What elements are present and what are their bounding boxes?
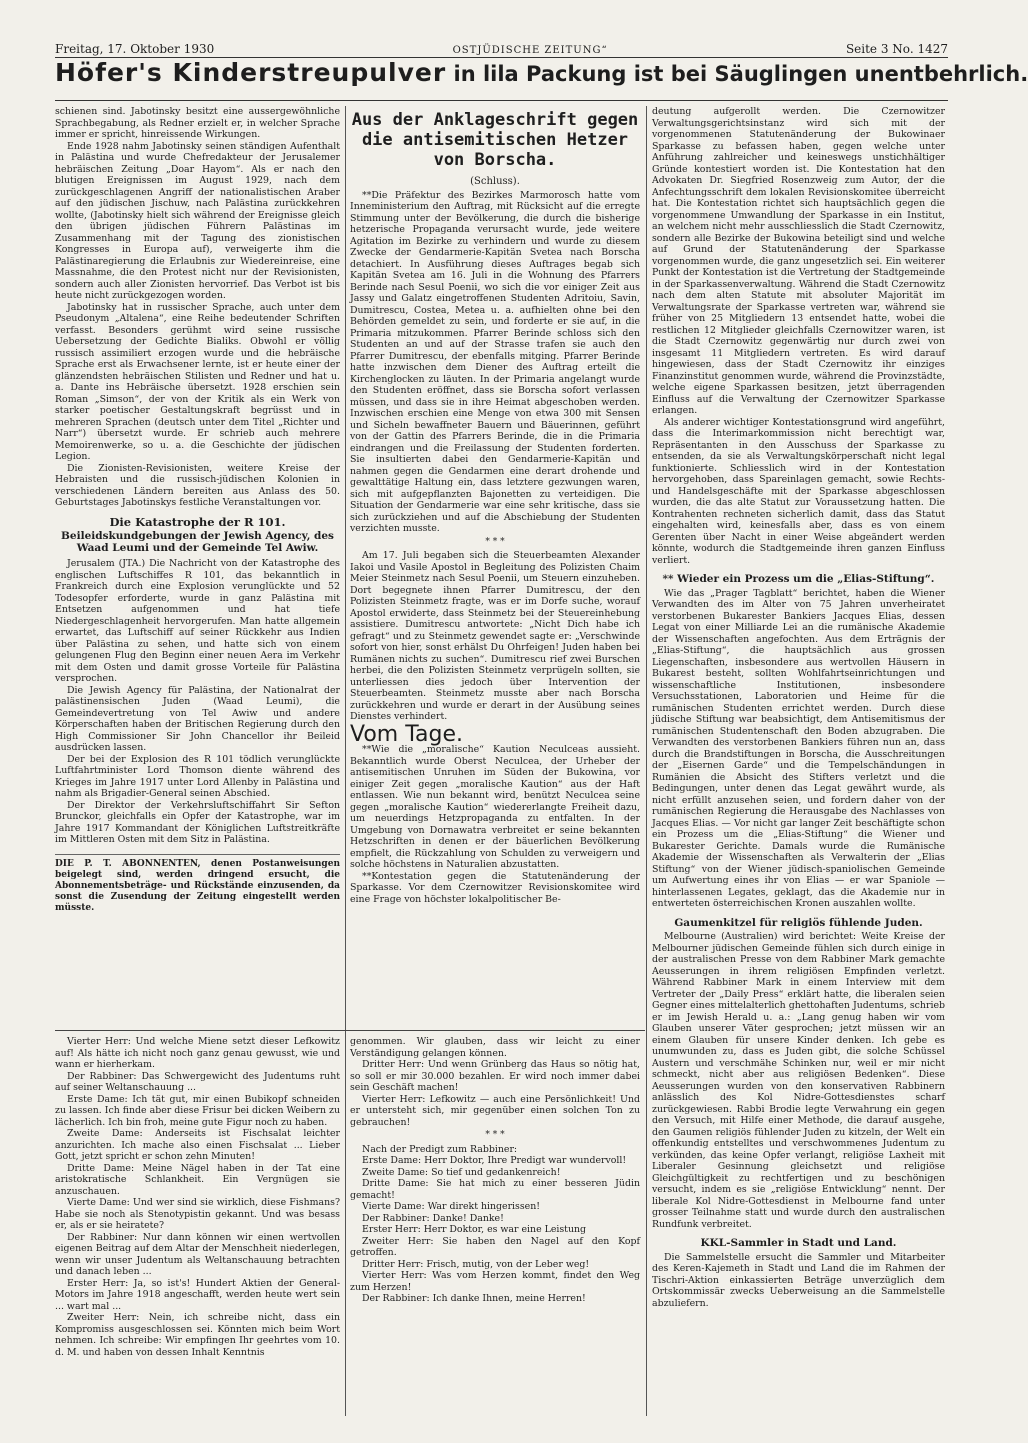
paragraph: schienen sind. Jabotinsky besitzt eine aussergewöhnliche Sprachbegabung, als Redner erzielt er, in welcher Sprache immer er spricht, hinreissende Wirkungen. — [55, 106, 340, 140]
newspaper-name: OSTJÜDISCHE ZEITUNG“ — [452, 45, 608, 56]
section-subtitle: Beileidskundgebungen der Jewish Agency, des Waad Leumi und der Gemeinde Tel Awiw. — [61, 530, 334, 554]
dialogue-line: Dritter Herr: Und wenn Grünberg das Haus so nötig hat, so soll er mir 30.000 bezahlen. Er wird noch immer dabei sein Geschäft machen! — [350, 1059, 640, 1093]
paragraph: Wie das „Prager Tagblatt“ berichtet, haben die Wiener Verwandten des im Alter von 75 Jahren unverheiratet verstorbenen Bukarester Bankiers Jacques Elias, dessen Legat von einer Milliarde Lei an die rumänische Akademie der Wissenschaften angefochten. Aus dem Erträgnis der „Elias-Stiftung“, die hauptsächlich aus grossen Liegenschaften, insbesondere aus wertvollen Häusern in Bukarest besteht, sollten Wohlfahrtseinrichtungen und wissenschaftliche Institutionen, insbesondere Versuchsstationen, Laboratorien und Heime für die rumänischen Studenten errichtet werden. Durch diese jüdische Stiftung war beabsichtigt, dem Antisemitismus der rumänischen Studentenschaft den Boden abzugraben. Die Verwandten des verstorbenen Bankiers führen nun an, dass durch die Brandstiftungen in Borscha, die Ausschreitungen der „Eisernen Garde“ und die Tempelschändungen in Rumänien die Absicht des Stifters verletzt und die Bedingungen, unter denen das Legat gewährt wurde, als nicht erfüllt anzusehen seien, und fordern daher von der rumänischen Regierung die Herausgabe des Nachlasses von Jacques Elias. — Vor nicht gar langer Zeit beschäftigte schon ein Prozess um die „Elias-Stiftung“ die Wiener und Bukarester Gerichte. Damals wurde die Rumänische Akademie der Wissenschaften als Verwalterin der „Elias Stiftung“ von der Wiener jüdisch-spaniolischen Gemeinde um Aufwertung eines ihr von Elias — er war Spaniole — hinterlassenen Legates, geklagt, das die Akademie nur in entwerteten österreichischen Kronen auszahlen wollte. — [652, 587, 945, 909]
dialogue-line: Der Rabbiner: Das Schwergewicht des Judentums ruht auf seiner Weltanschauung ... — [55, 1070, 340, 1093]
separator-stars: * * * — [485, 1130, 505, 1140]
paragraph: Am 17. Juli begaben sich die Steuerbeamten Alexander Iakoi und Vasile Apostol in Begleitung des Polizisten Chaim Meier Steinmetz nach Sesul Poenii, um Steuern einzuheben. Dort begegnete ihnen Pfarrer Dumitrescu, der den Polizisten Steinmetz fragte, was er im Dorfe suche, worauf Apostol erwiderte, dass Steinmetz bei der Steuereinhebung assistiere. Dumitrescu antwortete: „Nicht Dich habe ich gefragt“ und zu Steinmetz gewendet sagte er: „Verschwinde sofort von hier, sonst erhälst Du Ohrfeigen! Juden haben bei Rumänen nichts zu suchen“. Dumitrescu rief zwei Burschen herbei, die den Polizisten Steinmetz verprügeln sollten, sie unterliessen dies jedoch über Intervention der Steuerbeamten. Steinmetz musste aber nach Borscha zurückkehren und wurde er derart in der Ausübung seines Dienstes verhindert. — [350, 550, 640, 722]
advert-text: in lila Packung ist bei Säuglingen unentbehrlich. — [446, 62, 1028, 86]
article-column-1 — [55, 106, 340, 926]
paragraph: Jabotinsky hat in russischer Sprache, auch unter dem Pseudonym „Altalena“, eine Reihe bedeutender Schriften verfasst. Besonders gerühmt wird seine russische Uebersetzung der Gedichte Bialiks. Obwohl er völlig russisch assimiliert erzogen wurde und die hebräische Sprache erst als Erwachsener lernte, ist er heute einer der glänzendsten hebräischen Stilisten und Redner und hat u. a. Dante ins Hebräische übersetzt. 1928 erschien sein Roman „Simson“, der von der Kritik als ein Werk von starker poetischer Gestaltungskraft begrüsst und in mehreren Sprachen (deutsch unter dem Titel „Richter und Narr“) übersetzt wurde. Er schrieb auch mehrere Memoirenwerke, so u. a. die Geschichte der jüdischen Legion. — [55, 301, 340, 462]
dialogue-line: Erste Dame: Ich tät gut, mir einen Bubikopf schneiden zu lassen. Ich finde aber diese Frisur bei dicken Weibern zu lächerlich. Ich bin froh, meine gute Figur noch zu haben. — [55, 1093, 340, 1128]
paragraph: Die Jewish Agency für Palästina, der Nationalrat der palästinensischen Juden (Waad Leumi), die Gemeindevertretung von Tel Awiw und andere Körperschaften haben der Britischen Regierung durch den High Commissioner Sir John Chancellor ihr Beileid ausdrücken lassen. — [55, 684, 340, 753]
article-column-2 — [350, 106, 640, 1006]
paragraph: Die Sammelstelle ersucht die Sammler und Mitarbeiter des Keren-Kajemeth in Stadt und Land die im Rahmen der Tischri-Aktion einkassierten Beträge unverzüglich dem Ortskommissär zwecks Ueberweisung an die Sammelstelle abzuliefern. — [652, 1251, 945, 1309]
dialogue-line: Vierter Herr: Lefkowitz — auch eine Persönlichkeit! Und er untersteht sich, mir gegenüber einen solchen Ton zu gebrauchen! — [350, 1093, 640, 1128]
dialogue-line: Vierter Herr: Was vom Herzen kommt, findet den Weg zum Herzen! — [350, 1270, 640, 1293]
dialogue-line: Vierte Dame: War direkt hingerissen! — [362, 1201, 541, 1212]
dialogue-line: Zweiter Herr: Nein, ich schreibe nicht, dass ein Kompromiss ausgeschlossen sei. Könnten mich beim Wort nehmen. Ich schreibe: Wir empfingen Ihr geehrtes vom 10. d. M. und haben von dessen Inhalt Kenntnis — [55, 1312, 340, 1358]
paragraph: Ende 1928 nahm Jabotinsky seinen ständigen Aufenthalt in Palästina und wurde Chefredakteur der Jerusalemer hebräischen Zeitung „Doar Hayom“. Als er nach den blutigen Ereignissen im August 1929, nach dem zurückgeschlagenen Angriff der nationalistischen Araber auf den jüdischen Jischuw, nach Palästina zurückkehren wollte, (Jabotinsky hielt sich während der Ereignisse gleich den übrigen jüdischen Führern Palästinas im Zusammenhang mit der Tagung des zionistischen Kongresses in Europa auf), verweigerte ihm die Palästinaregierung die Erlaubnis zur Wiedereinreise, eine Massnahme, die den Protest nicht nur der Revisionisten, sondern auch aller Zionisten hervorrief. Das Verbot ist bis heute nicht zurückgezogen worden. — [55, 140, 340, 301]
section-title: KKL-Sammler in Stadt und Land. — [700, 1237, 897, 1249]
dialogue-line: Vierter Herr: Und welche Miene setzt dieser Lefkowitz auf! Als hätte ich nicht noch ganz genau gewusst, wie und wann er hierherkam. — [55, 1036, 340, 1070]
dialogue-line: Vierte Dame: Und wer sind sie wirklich, diese Fishmans? Habe sie noch als Stenotypistin gekannt. Und was besass er, als er sie heiratete? — [55, 1197, 340, 1231]
dialogue-line: Der Rabbiner: Danke! Danke! — [362, 1212, 504, 1224]
paragraph: Die Zionisten-Revisionisten, weitere Kreise der Hebraisten und die russisch-jüdischen Kolonien in verschiedenen Ländern bereiten aus Anlass des 50. Geburtstages Jabotinskys festliche Veranstaltungen vor. — [55, 462, 340, 508]
dialogue-line: genommen. Wir glauben, dass wir leicht zu einer Verständigung gelangen können. — [350, 1036, 640, 1059]
page-header — [55, 38, 948, 56]
dialogue-column-1 — [55, 1036, 340, 1416]
paragraph: Der bei der Explosion des R 101 tödlich verunglückte Luftfahrtminister Lord Thomson diente während des Krieges im Jahre 1917 unter Lord Allenby in Palästina und nahm als Brigadier-General seinen Abschied. — [55, 753, 340, 799]
separator-stars: * * * — [485, 536, 505, 547]
paragraph: deutung aufgerollt werden. Die Czernowitzer Verwaltungsgerichtsinstanz wird sich mit der vorgenommenen Statutenänderung der Bukowinaer Sparkasse zu befassen haben, gegen welche unter Anführung zahlreicher und keineswegs unstichhältiger Gründe kontestiert worden ist. Die Kontestation hat den Advokaten Dr. Siegfried Rosenzweig zum Autor, der die Anfechtungsschrift dem lokalen Revisionskomitee überreicht hat. Die Kontestation richtet sich hauptsächlich gegen die vorgenommene Umwandlung der Sparkasse in ein Institut, an welchem nicht mehr ausschliesslich die Stadt Czernowitz, sondern alle Bezirke der Bukowina beteiligt sind und welche auf Grund der Statutenänderung der Sparkasse vorgenommen wurde, die ganz ungesetzlich sei. Ein weiterer Punkt der Kontestation ist die Vertretung der Stadtgemeinde in der Sparkassenverwaltung. Während die Stadt Czernowitz nach dem alten Statute mit absoluter Majorität im Verwaltungsrate der Sparkasse vertreten war, während sie früher von 25 Mitgliedern 13 entsendet hatte, wobei die restlichen 12 Mitglieder gleichfalls Czernowitzer waren, ist die Stadt Czernowitz gegenwärtig nur durch zwei von insgesamt 11 Mitgliedern vertreten. Es wird darauf hingewiesen, dass der Stadt Czernowitz ihr einziges Finanzinstitut genommen wurde, während die Provinzstädte, welche eigene Sparkassen besitzen, jetzt überragenden Einfluss auf die Verwaltung der Czernowitzer Sparkasse erlangen. — [652, 106, 945, 416]
paragraph: **Wie die „moralische“ Kaution Neculceas aussieht. Bekanntlich wurde Oberst Neculcea, der Urheber der antisemitischen Unruhen im Süden der Bukowina, vor einiger Zeit gegen „moralische Kaution“ aus der Haft entlassen. Wie nun bekannt wird, benützt Neculcea seine gegen „moralische Kaution“ wiedererlangte Freiheit dazu, um neuerdings Hetzpropaganda zu entfalten. In der Umgebung von Dornawatra verbreitet er seine bekannten Hetzschriften in denen er der bäuerlichen Bevölkerung empfielt, die Rückzahlung von Schulden zu verweigern und solche höchstens in Naturalien abzustatten. — [350, 744, 640, 870]
paragraph: Melbourne (Australien) wird berichtet: Weite Kreise der Melbourner jüdischen Gemeinde fühlen sich durch einige in der australischen Presse von dem Rabbiner Mark gemachte Aeusserungen in ihrem religiösen Empfinden verletzt. Während Rabbiner Mark in einem Interview mit dem Vertreter der „Daily Press“ erklärt hatte, die liberalen seien Gegner eines mittelalterlich ghettohaften Judentums, schrieb er im Jewish Herald u. a.: „Lang genug haben wir vom Glauben unserer Väter gesprochen; jetzt müssen wir an einem Glauben für unsere Kinder denken. Ich gebe es unumwunden zu, dass es Juden gibt, die solche Schüssel Austern und verschmähe Schinken nur, weil er mir nicht schmeckt, nicht aber aus religiösen Bedenken“. Diese Aeusserungen wurden von den konservativen Rabbinern anlässlich des Kol Nidre-Gottesdienstes scharf zurückgewiesen. Rabbi Brodie legte Verwahrung ein gegen den Versuch, mit Hilfe einer Methode, die darauf ausgehe, den Gaumen religiös fühlender Juden zu kitzeln, der Welt ein offenkundig entstelltes und verschwommenes Judentum zu verkünden, das keine Opfer verlangt, religiöse Laxheit mit Liberaler Gesinnung gleichsetzt und religiöse Gleichgültigkeit zu rechtfertigen und zu beschönigen versucht, indem es sie „religiöse Entwicklung“ nennt. Der liberale Kol Nidre-Gottesdienst in Melbourne fand unter grosser Teilnahme statt und wurde durch den australischen Rundfunk verbreitet. — [652, 931, 945, 1230]
section-divider — [55, 1030, 645, 1031]
subscriber-notice: DIE P. T. ABONNENTEN, denen Postanweisungen beigelegt sind, werden dringend ersucht, die Abonnementsbeträge- und Rückstände einzusenden, da sonst die Zusendung der Zeitung eingestellt werden müsste. — [55, 854, 340, 914]
issue-date: Freitag, 17. Oktober 1930 — [55, 42, 215, 56]
dialogue-line: Der Rabbiner: Ich danke Ihnen, meine Herren! — [362, 1293, 586, 1304]
dialogue-line: Erster Herr: Herr Doktor, es war eine Leistung — [362, 1224, 587, 1235]
page-number: Seite 3 No. 1427 — [845, 42, 948, 56]
paragraph: Als anderer wichtiger Kontestationsgrund wird angeführt, dass die Interimarkommission nicht berechtigt war, Repräsentanten in den Ausschuss der Sparkasse zu entsenden, da sie als Verwaltungskörperschaft nicht legal funktionierte. Schliesslich wird in der Kontestation hervorgehoben, dass Spareinlagen gemacht, sowie Rechts- und Handelsgeschäfte mit der Sparkasse abgeschlossen wurden, die das alte Statut zur Voraussetzung hatten. Die Kontrahenten rechneten sicherlich damit, dass das Statut eingehalten wird, keinesfalls aber, dass es von einem Gerenten über Nacht in einer Weise abgeändert werden könnte, wodurch die Stadtgemeinde ihren ganzen Einfluss verliert. — [652, 416, 945, 566]
section-title: ** Wieder ein Prozess um die „Elias-Stiftung“. — [662, 573, 935, 585]
dialogue-line: Erste Dame: Herr Doktor, Ihre Predigt war wundervoll! — [362, 1155, 627, 1166]
advert-brand: Höfer's Kinderstreupulver — [55, 58, 447, 87]
advert-rule — [55, 100, 948, 101]
article-title: Aus der Anklageschrift gegen die antisemitischen Hetzer von Borscha. — [351, 110, 639, 170]
paragraph: **Die Präfektur des Bezirkes Marmorosch hatte vom Inneministerium den Auftrag, mit Rücksicht auf die erregte Stimmung unter der Bevölkerung, die durch die bisherige hetzerische Propaganda verursacht wurde, jede weitere Agitation im Bezirke zu verhindern und wurde zu diesem Zwecke der Gendarmerie-Kapitän Svetea nach Borscha detachiert. In Ausführung dieses Auftrages begab sich Kapitän Svetea am 16. Juli in die Wohnung des Pfarrers Berinde nach Sesul Poenii, wo sich die vor einiger Zeit aus Jassy und Galatz eingetroffenen Studenten Adritoiu, Savin, Dumitrescu, Costea, Metea u. a. aufhielten ohne bei den Behörden gemeldet zu sein, und forderte er sie auf, in die Primaria mitzukommen. Pfarrer Berinde schloss sich den Studenten an und auf der Strasse trafen sie auch den Pfarrer Dumitrescu, der ebenfalls mitging. Pfarrer Berinde hatte inzwischen dem Diener des Auftrag erteilt die Kirchenglocken zu läuten. In der Primaria angelangt wurde den Studenten eröffnet, dass sie Borscha sofort verlassen müssen, und dass sie in ihre Heimat abgeschoben werden. Inzwischen erschien eine Menge von etwa 300 mit Sensen und Sicheln bewaffneter Bauern und Bäuerinnen, geführt von der Gattin des Pfarrers Berinde, die in die Primaria eindrangen und die Freilassung der Studenten forderten. Sie insultierten dabei den Gendarmerie-Kapitän und nahmen gegen die Gendarmen eine derart drohende und gewalttätige Haltung ein, dass letztere gezwungen waren, sich mit aufgepflanzten Bajonetten zu verteidigen. Die Situation der Gendarmerie war eine sehr kritische, dass sie sich zurückziehen und auf die Abschiebung der Studenten verzichten musste. — [350, 189, 640, 534]
column-divider — [646, 106, 647, 1416]
paragraph: Der Direktor der Verkehrsluftschiffahrt Sir Sefton Brunckor, gleichfalls ein Opfer der Katastrophe, war im Jahre 1917 Kommandant der Königlichen Luftstreitkräfte im Mittleren Osten mit dem Sitz in Palästina. — [55, 799, 340, 845]
section-heading: Vom Tage. — [350, 721, 463, 747]
dialogue-line: Zweite Dame: So tief und gedankenreich! — [362, 1166, 561, 1178]
paragraph: Jerusalem (JTA.) Die Nachricht von der Katastrophe des englischen Luftschiffes R 101, das bekanntlich in Frankreich durch eine Explosion verunglückte und 52 Todesopfer erforderte, wurde in ganz Palästina mit Entsetzen aufgenommen und hat tiefe Niedergeschlagenheit hervorgerufen. Man hatte allgemein erwartet, das Luftschiff auf seiner Rückkehr aus Indien über Palästina zu sehen, und hatte sich von einem gelungenen Flug den Beginn einer neuen Aera im Verkehr mit dem Osten und damit grosse Vorteile für Palästina versprochen. — [55, 558, 340, 684]
dialogue-line: Dritte Dame: Sie hat mich zu einer besseren Jüdin gemacht! — [350, 1178, 640, 1201]
dialogue-line: Nach der Predigt zum Rabbiner: — [362, 1143, 518, 1155]
article-column-3 — [652, 106, 945, 1416]
paragraph: **Kontestation gegen die Statutenänderung der Sparkasse. Vor dem Czernowitzer Revisionskomitee wird eine Frage von höchster lokalpolitischer Be- — [350, 870, 640, 905]
section-title: Gaumenkitzel für religiös fühlende Juden. — [674, 916, 923, 929]
advert-banner — [55, 58, 1028, 98]
dialogue-line: Zweiter Herr: Sie haben den Nagel auf den Kopf getroffen. — [350, 1235, 640, 1258]
dialogue-line: Dritte Dame: Meine Nägel haben in der Tat eine aristokratische Schlankheit. Ein Vergnügen sie anzuschauen. — [55, 1162, 340, 1197]
dialogue-line: Erster Herr: Ja, so ist's! Hundert Aktien der General-Motors im Jahre 1918 angeschafft, werden heute wert sein ... wart mal ... — [55, 1277, 340, 1312]
article-subtitle: (Schluss). — [470, 176, 520, 187]
dialogue-line: Dritter Herr: Frisch, mutig, von der Leber weg! — [362, 1258, 590, 1270]
column-divider — [345, 106, 346, 1416]
dialogue-column-2 — [350, 1036, 640, 1416]
dialogue-line: Der Rabbiner: Nur dann können wir einen wertvollen eigenen Beitrag auf dem Altar der Menschheit niederlegen, wenn wir unser Judentum als Weltanschauung betrachten und danach leben ... — [55, 1231, 340, 1277]
dialogue-line: Zweite Dame: Anderseits ist Fischsalat leichter anzurichten. Ich mache also einen Fischsalat ... Lieber Gott, jetzt spricht er schon zehn Minuten! — [55, 1128, 340, 1162]
section-title: Die Katastrophe der R 101. — [109, 514, 286, 529]
